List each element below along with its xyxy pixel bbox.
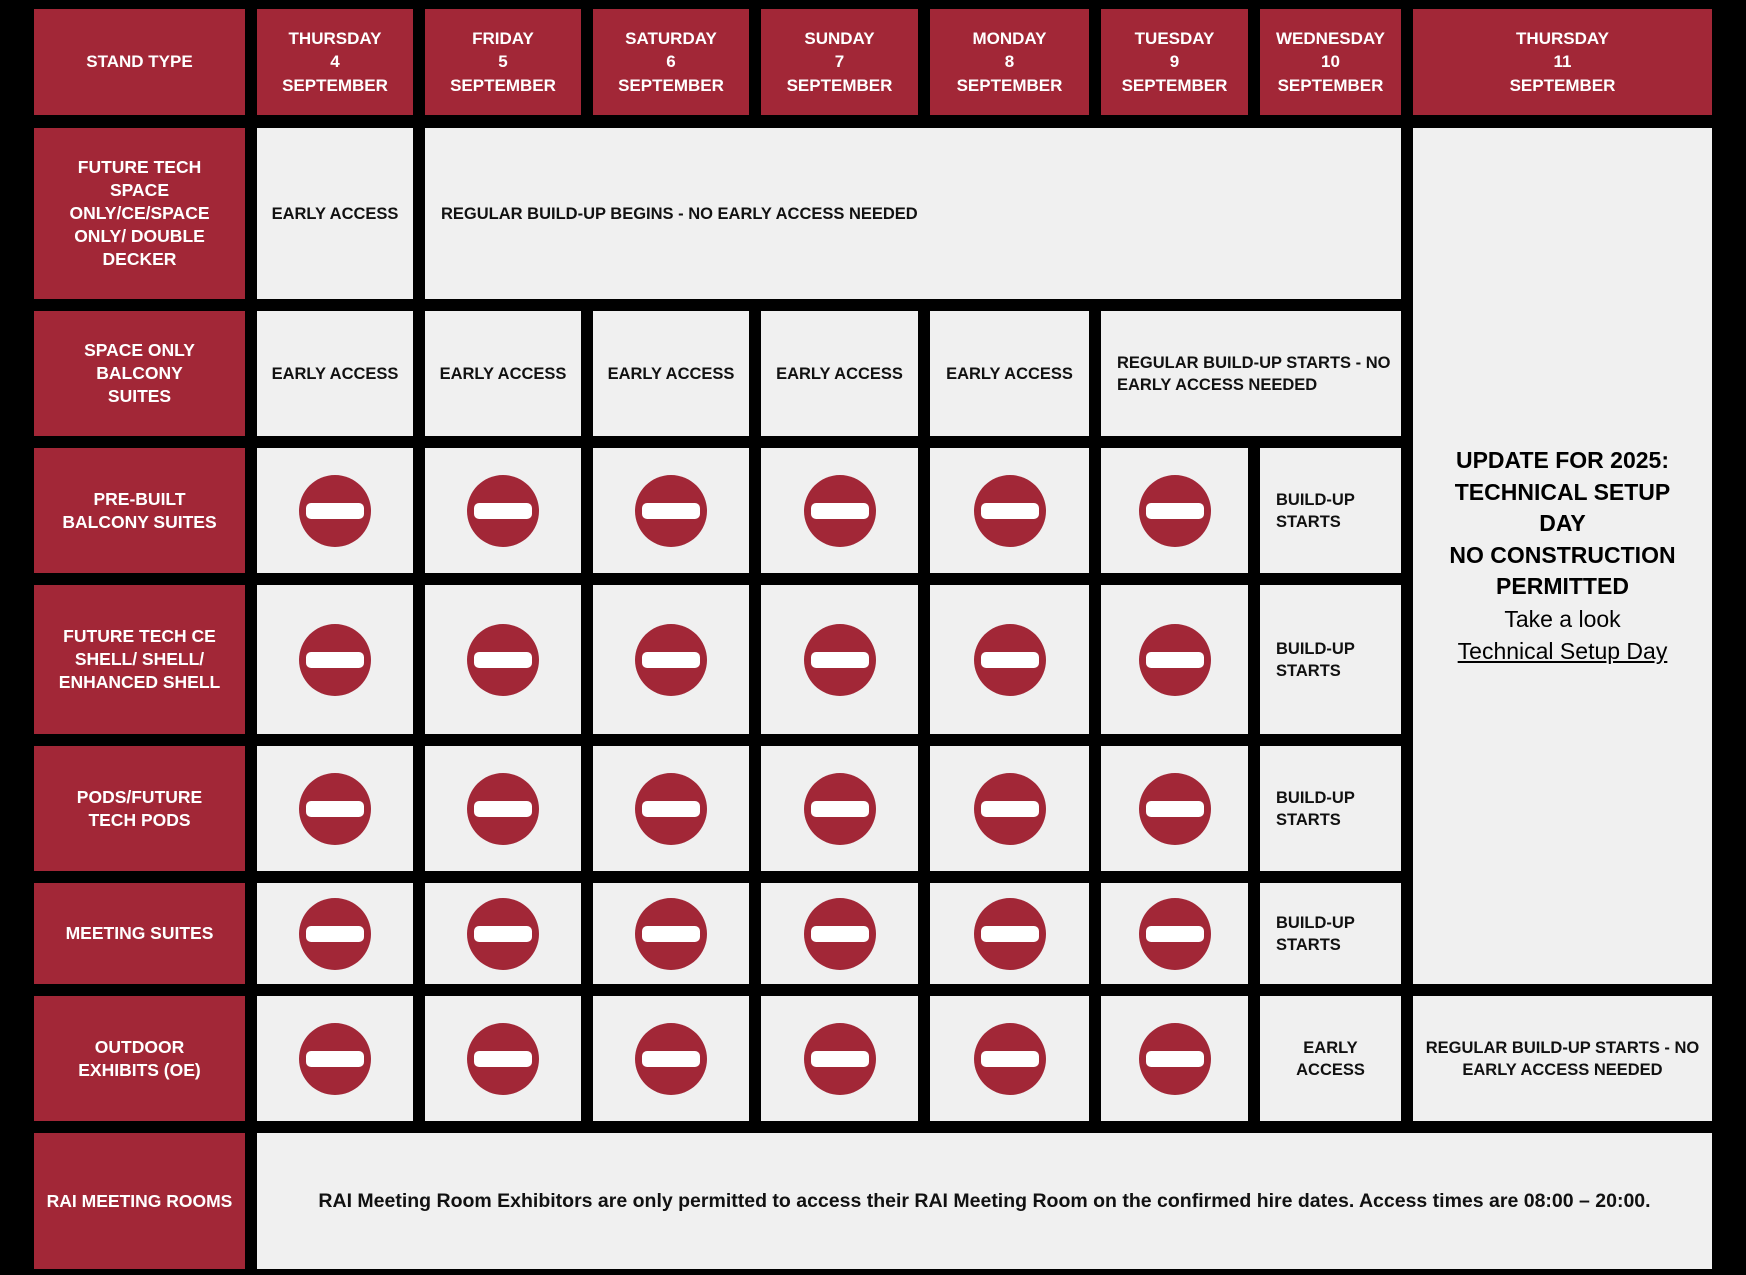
technical-setup-day-link[interactable]: Technical Setup Day: [1457, 637, 1668, 664]
update-line: TECHNICAL SETUP: [1454, 478, 1671, 505]
restricted-cell: [257, 883, 413, 984]
month: SEPTEMBER: [956, 75, 1063, 95]
header-stand-type: [34, 9, 245, 115]
cell-row2-thu4: [257, 311, 413, 436]
month: SEPTEMBER: [1121, 75, 1228, 95]
cell-row2-sat6: [593, 311, 749, 436]
rai-meeting-rooms-note: [257, 1133, 1712, 1269]
no-entry-icon: [466, 772, 540, 846]
cell-text: EARLY ACCESS: [946, 364, 1073, 383]
cell-row1-thu4: [257, 128, 413, 299]
restricted-cell: [761, 883, 918, 984]
cell-text: EARLY ACCESS: [271, 364, 399, 383]
restricted-cell: [593, 448, 749, 573]
weekday: SUNDAY: [804, 28, 875, 48]
weekday: THURSDAY: [288, 28, 382, 48]
date: 7: [834, 52, 845, 72]
no-entry-icon: [803, 772, 877, 846]
no-entry-icon: [1138, 772, 1212, 846]
header-day-thursday-4: [257, 9, 413, 115]
no-entry-icon: [973, 897, 1047, 971]
cell-text: REGULAR BUILD-UP BEGINS - NO EARLY ACCESS NEEDED: [441, 204, 918, 223]
no-entry-icon: [634, 772, 708, 846]
weekday: FRIDAY: [472, 28, 534, 48]
cell-text: RAI Meeting Room Exhibitors are only permitted to access their RAI Meeting Room on the confirmed hire dates. Access times are 08:00 – 20:00.: [318, 1190, 1651, 1212]
cell-text: REGULAR BUILD-UP STARTS - NO EARLY ACCESS NEEDED: [1425, 1038, 1700, 1079]
no-entry-icon: [298, 897, 372, 971]
no-entry-icon: [466, 897, 540, 971]
cell-text: EARLY ACCESS: [1296, 1038, 1365, 1079]
weekday: THURSDAY: [1516, 28, 1609, 48]
no-entry-icon: [1138, 474, 1212, 548]
restricted-cell: [1101, 585, 1248, 734]
stand-type-label: RAI MEETING ROOMS: [46, 1190, 233, 1211]
update-line: PERMITTED: [1496, 573, 1629, 600]
restricted-cell: [761, 996, 918, 1121]
stand-type-outdoor-exhibits: [34, 996, 245, 1121]
no-entry-icon: [298, 772, 372, 846]
restricted-cell: [1101, 883, 1248, 984]
stand-type-label: FUTURE TECH CE SHELL/ SHELL/ ENHANCED SHELL: [58, 626, 221, 692]
date: 10: [1321, 52, 1340, 72]
restricted-cell: [257, 585, 413, 734]
cell-row4-wed10: [1260, 585, 1401, 734]
stand-type-label: FUTURE TECH SPACE ONLY/CE/SPACE ONLY/ DOUBLE DECKER: [69, 157, 210, 269]
cell-text: EARLY ACCESS: [607, 364, 735, 383]
date: 9: [1169, 52, 1180, 72]
no-entry-icon: [973, 474, 1047, 548]
update-take-a-look: Take a look: [1504, 605, 1621, 632]
cell-row2-tue9-wed10: [1101, 311, 1401, 436]
stand-type-label: SPACE ONLY BALCONY SUITES: [84, 340, 195, 406]
restricted-cell: [593, 996, 749, 1121]
header-stand-type-label: STAND TYPE: [86, 52, 193, 72]
cell-text: EARLY ACCESS: [776, 364, 903, 383]
no-entry-icon: [973, 772, 1047, 846]
cell-text: EARLY ACCESS: [439, 364, 567, 383]
restricted-cell: [1101, 746, 1248, 871]
stand-type-label: PRE-BUILT BALCONY SUITES: [62, 488, 217, 532]
no-entry-icon: [973, 623, 1047, 697]
restricted-cell: [425, 883, 581, 984]
restricted-cell: [593, 883, 749, 984]
restricted-cell: [761, 585, 918, 734]
weekday: SATURDAY: [625, 28, 717, 48]
cell-row5-wed10: [1260, 746, 1401, 871]
weekday: TUESDAY: [1134, 28, 1215, 48]
stand-type-label: OUTDOOR EXHIBITS (OE): [78, 1036, 201, 1080]
no-entry-icon: [973, 1022, 1047, 1096]
header-day-thursday-11: [1413, 9, 1712, 115]
update-line: NO CONSTRUCTION: [1449, 541, 1676, 568]
stand-type-rai-meeting-rooms: [34, 1133, 245, 1269]
cell-text: BUILD-UP STARTS: [1276, 490, 1355, 531]
technical-setup-day-panel: [1413, 128, 1712, 984]
no-entry-icon: [1138, 1022, 1212, 1096]
no-entry-icon: [1138, 623, 1212, 697]
date: 11: [1553, 52, 1572, 72]
cell-text: REGULAR BUILD-UP STARTS - NO EARLY ACCESS NEEDED: [1117, 353, 1391, 394]
cell-text: BUILD-UP STARTS: [1276, 913, 1355, 954]
month: SEPTEMBER: [1509, 75, 1616, 95]
restricted-cell: [425, 996, 581, 1121]
restricted-cell: [1101, 996, 1248, 1121]
stand-type-pre-built-balcony: [34, 448, 245, 573]
restricted-cell: [930, 883, 1089, 984]
header-day-wednesday-10: [1260, 9, 1401, 115]
cell-text: BUILD-UP STARTS: [1276, 639, 1355, 680]
header-day-tuesday-9: [1101, 9, 1248, 115]
weekday: MONDAY: [972, 28, 1047, 48]
cell-row2-fri5: [425, 311, 581, 436]
no-entry-icon: [466, 1022, 540, 1096]
cell-row2-sun7: [761, 311, 918, 436]
restricted-cell: [930, 448, 1089, 573]
restricted-cell: [761, 746, 918, 871]
no-entry-icon: [634, 1022, 708, 1096]
stand-type-label: PODS/FUTURE TECH PODS: [76, 786, 203, 830]
date: 4: [330, 52, 340, 72]
stand-type-future-tech-shell: [34, 585, 245, 734]
month: SEPTEMBER: [282, 75, 388, 95]
month: SEPTEMBER: [618, 75, 724, 95]
restricted-cell: [425, 746, 581, 871]
cell-row7-thu11: [1413, 996, 1712, 1121]
restricted-cell: [930, 996, 1089, 1121]
header-day-monday-8: [930, 9, 1089, 115]
restricted-cell: [257, 448, 413, 573]
restricted-cell: [425, 585, 581, 734]
restricted-cell: [1101, 448, 1248, 573]
stand-type-space-only-balcony: [34, 311, 245, 436]
cell-text: BUILD-UP STARTS: [1276, 788, 1355, 829]
stand-type-label: MEETING SUITES: [65, 923, 214, 943]
restricted-cell: [257, 746, 413, 871]
no-entry-icon: [634, 897, 708, 971]
no-entry-icon: [803, 623, 877, 697]
restricted-cell: [930, 746, 1089, 871]
month: SEPTEMBER: [786, 75, 893, 95]
no-entry-icon: [298, 474, 372, 548]
stand-type-future-tech-space-only: [34, 128, 245, 299]
month: SEPTEMBER: [450, 75, 556, 95]
stand-type-meeting-suites: [34, 883, 245, 984]
header-day-saturday-6: [593, 9, 749, 115]
no-entry-icon: [1138, 897, 1212, 971]
cell-row6-wed10: [1260, 883, 1401, 984]
month: SEPTEMBER: [1277, 75, 1384, 95]
restricted-cell: [257, 996, 413, 1121]
date: 5: [498, 52, 508, 72]
no-entry-icon: [466, 623, 540, 697]
header-day-sunday-7: [761, 9, 918, 115]
restricted-cell: [593, 585, 749, 734]
no-entry-icon: [634, 474, 708, 548]
weekday: WEDNESDAY: [1276, 28, 1385, 48]
header-day-friday-5: [425, 9, 581, 115]
restricted-cell: [761, 448, 918, 573]
no-entry-icon: [803, 897, 877, 971]
no-entry-icon: [634, 623, 708, 697]
restricted-cell: [425, 448, 581, 573]
stand-type-pods: [34, 746, 245, 871]
cell-row1-fri5-wed10: [425, 128, 1401, 299]
cell-text: EARLY ACCESS: [271, 204, 399, 223]
update-heading: UPDATE FOR 2025:: [1455, 447, 1669, 474]
cell-row3-wed10: [1260, 448, 1401, 573]
restricted-cell: [930, 585, 1089, 734]
date: 6: [666, 52, 676, 72]
date: 8: [1004, 52, 1015, 72]
cell-row7-wed10: [1260, 996, 1401, 1121]
no-entry-icon: [298, 1022, 372, 1096]
restricted-cell: [593, 746, 749, 871]
no-entry-icon: [466, 474, 540, 548]
no-entry-icon: [803, 1022, 877, 1096]
cell-row2-mon8: [930, 311, 1089, 436]
update-line: DAY: [1539, 510, 1586, 537]
no-entry-icon: [803, 474, 877, 548]
no-entry-icon: [298, 623, 372, 697]
